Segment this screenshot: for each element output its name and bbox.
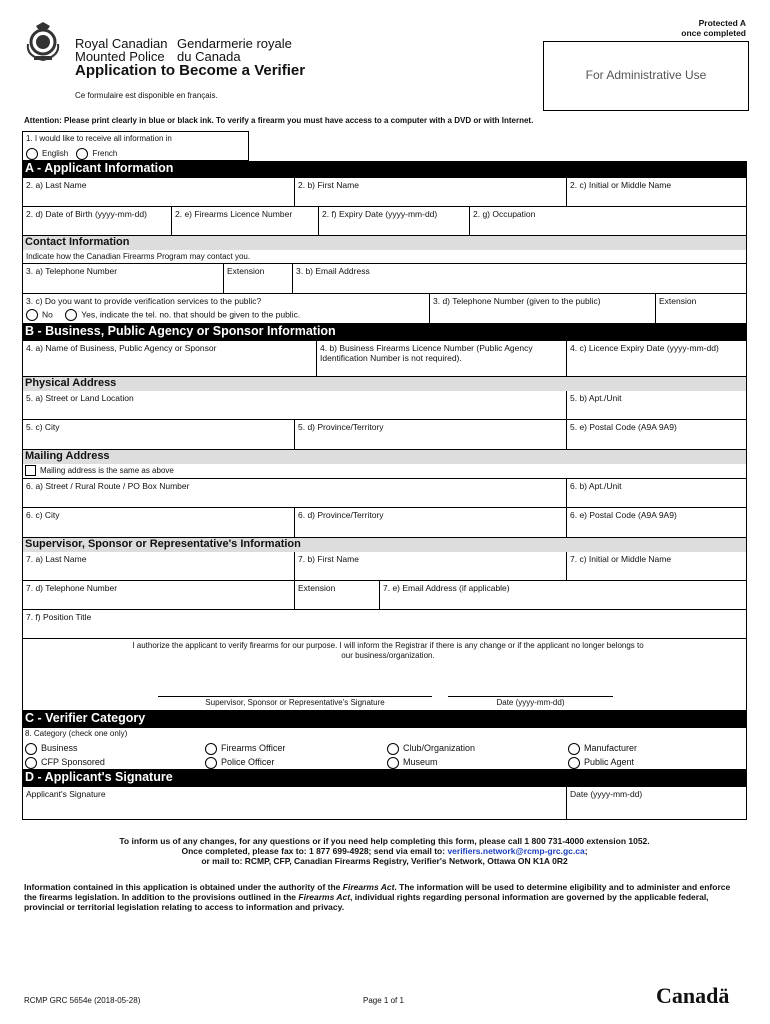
category-label: 8. Category (check one only) [25,729,128,738]
supervisor-date-label: Date (yyyy-mm-dd) [496,698,565,707]
mailing-address-header: Mailing Address [22,450,747,464]
rcmp-crest-icon [22,20,64,62]
sup-phone-field[interactable]: 7. d) Telephone Number [23,581,295,609]
section-b-header: B - Business, Public Agency or Sponsor Information [22,324,747,340]
same-address-checkbox[interactable] [25,465,36,476]
category-club-radio[interactable] [387,743,399,755]
section-d-header: D - Applicant's Signature [22,770,747,786]
applicant-date-field[interactable]: Date (yyyy-mm-dd) [570,789,643,799]
sup-last-name-field[interactable]: 7. a) Last Name [23,552,295,580]
street-field[interactable]: 5. a) Street or Land Location [23,391,567,419]
mailing-street-field[interactable]: 6. a) Street / Rural Route / PO Box Number [23,479,567,507]
protected-label: Protected A once completed [681,18,746,38]
supervisor-signature-line[interactable] [158,696,432,697]
verifier-email-link[interactable]: verifiers.network@rcmp-grc.gc.ca [447,846,585,856]
apt-field[interactable]: 5. b) Apt./Unit [570,393,622,403]
applicant-signature-field[interactable]: Applicant's Signature [23,787,567,819]
category-firearms-officer-radio[interactable] [205,743,217,755]
french-note: Ce formulaire est disponible en français. [75,91,218,100]
initial-field[interactable]: 2. c) Initial or Middle Name [570,180,672,190]
expiry-date-field[interactable]: 2. f) Expiry Date (yyyy-mm-dd) [319,207,470,235]
business-licence-field[interactable]: 4. b) Business Firearms Licence Number (Public Agency Identification Number is not required). [317,341,567,376]
supervisor-header: Supervisor, Sponsor or Representative's Information [22,538,747,552]
category-business-radio[interactable] [25,743,37,755]
public-phone-field[interactable]: 3. d) Telephone Number (given to the public) [430,294,656,323]
org-name-en: Royal Canadian Mounted Police [75,36,168,64]
canada-wordmark: Canadä [656,983,730,1008]
mailing-apt-field[interactable]: 6. b) Apt./Unit [570,481,622,491]
admin-use-box: For Administrative Use [543,41,749,111]
business-name-field[interactable]: 4. a) Name of Business, Public Agency or Sponsor [23,341,317,376]
english-radio[interactable] [26,148,38,160]
supervisor-signature-label: Supervisor, Sponsor or Representative's Signature [205,698,385,707]
sup-email-field[interactable]: 7. e) Email Address (if applicable) [383,583,510,593]
contact-note: Indicate how the Canadian Firearms Program may contact you. [22,250,747,264]
public-ext-field[interactable]: Extension [659,296,697,306]
sup-position-field[interactable]: 7. f) Position Title [26,612,92,622]
email-field[interactable]: 3. b) Email Address [296,266,370,276]
mailing-city-field[interactable]: 6. c) City [23,508,295,537]
licence-expiry-field[interactable]: 4. c) Licence Expiry Date (yyyy-mm-dd) [570,343,719,353]
org-name-fr: Gendarmerie royale du Canada [177,36,292,64]
section-c-header: C - Verifier Category [22,711,747,727]
postal-code-field[interactable]: 5. e) Postal Code (A9A 9A9) [570,422,677,432]
public-service-question: 3. c) Do you want to provide verification services to the public? No Yes, indicate the tel. no. that should be given to the public. [23,294,430,323]
section-a-header: A - Applicant Information [22,161,747,177]
province-field[interactable]: 5. d) Province/Territory [295,420,567,449]
contact-info-header: Contact Information [22,236,747,250]
mailing-province-field[interactable]: 6. d) Province/Territory [295,508,567,537]
dob-field[interactable]: 2. d) Date of Birth (yyyy-mm-dd) [23,207,172,235]
french-radio[interactable] [76,148,88,160]
attention-note: Attention: Please print clearly in blue or black ink. To verify a firearm you must have access to a computer with a DVD or with Internet. [24,116,534,125]
privacy-statement: Information contained in this application is obtained under the authority of the Firearms Act. The information will be used to determine eligibility and to administer and enforce the firearms legislation. In addition to the provisions outlined in the Firearms Act, individual rights regarding personal information are governed by the applicable federal, provincial or territorial legislation relating to access to information and privacy. [24,882,731,912]
public-yes-radio[interactable] [65,309,77,321]
supervisor-date-line[interactable] [448,696,613,697]
category-police-officer-radio[interactable] [205,757,217,769]
category-cfp-sponsored-radio[interactable] [25,757,37,769]
form-title: Application to Become a Verifier [75,62,306,79]
first-name-field[interactable]: 2. b) First Name [295,178,567,206]
page-number: Page 1 of 1 [363,996,404,1005]
mailing-postal-field[interactable]: 6. e) Postal Code (A9A 9A9) [570,510,677,520]
occupation-field[interactable]: 2. g) Occupation [473,209,536,219]
telephone-field[interactable]: 3. a) Telephone Number [23,264,224,293]
contact-instructions: To inform us of any changes, for any questions or if you need help completing this form, please call 1 800 731-4000 extension 1052. Once completed, please fax to: 1 877 699-4928; send via email to: verifiers.network@rcmp-grc.gc.ca; or mail to: RCMP, CFP, Canadian Firearms Registry, Verifier's Network, Ottawa ON K1A 0R2 [119,836,650,866]
authorization-text: I authorize the applicant to verify firearms for our purpose. I will inform the Registrar if there is any change or if the applicant no longer belongs to our business/organization. [132,641,644,660]
language-box: 1. I would like to receive all information in English French [22,131,249,161]
sup-ext-field[interactable]: Extension [295,581,380,609]
public-no-radio[interactable] [26,309,38,321]
category-museum-radio[interactable] [387,757,399,769]
category-public-agent-radio[interactable] [568,757,580,769]
extension-field[interactable]: Extension [224,264,293,293]
licence-number-field[interactable]: 2. e) Firearms Licence Number [172,207,319,235]
city-field[interactable]: 5. c) City [23,420,295,449]
physical-address-header: Physical Address [22,377,747,391]
sup-initial-field[interactable]: 7. c) Initial or Middle Name [570,554,672,564]
form-number: RCMP GRC 5654e (2018-05-28) [24,996,141,1005]
last-name-field[interactable]: 2. a) Last Name [23,178,295,206]
category-manufacturer-radio[interactable] [568,743,580,755]
sup-first-name-field[interactable]: 7. b) First Name [295,552,567,580]
